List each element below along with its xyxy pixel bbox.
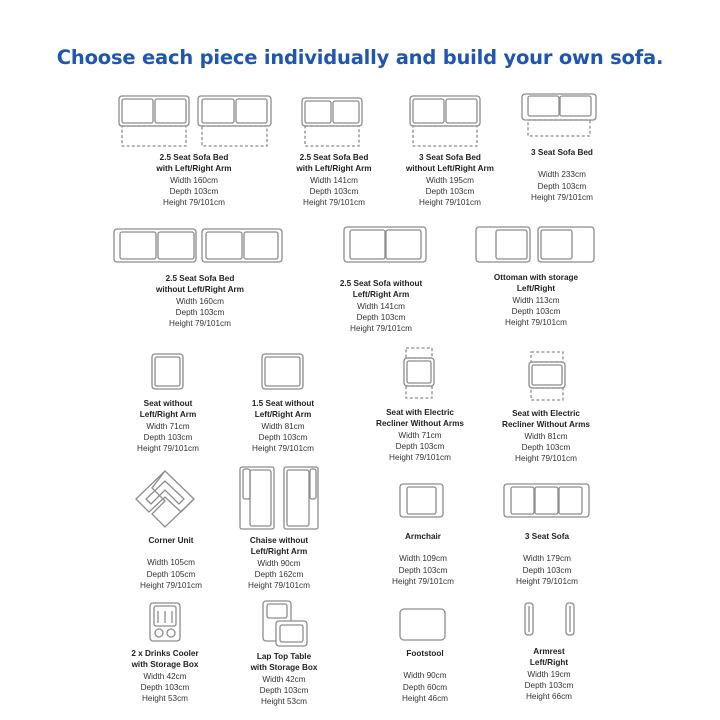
sofa-bed-with-arm-icon bbox=[300, 96, 366, 148]
product-depth: Depth 105cm bbox=[146, 569, 196, 579]
product-height: Height 79/101cm bbox=[350, 324, 412, 334]
product-height: Height 79/101cm bbox=[505, 318, 567, 328]
product-name: with Left/Right Arm bbox=[156, 164, 232, 174]
product-card bbox=[479, 646, 619, 702]
product-height: Height 79/101cm bbox=[531, 192, 593, 202]
sofa-bed-with-arms-pair-icon bbox=[118, 94, 274, 148]
product-name: 2.5 Seat Sofa Bed bbox=[299, 153, 369, 162]
product-name: 2.5 Seat Sofa Bed bbox=[165, 274, 235, 283]
product-name: Left/Right bbox=[516, 284, 556, 294]
product-card bbox=[350, 407, 490, 463]
product-name: without Left/Right Arm bbox=[156, 285, 244, 295]
product-depth: Depth 103cm bbox=[169, 186, 219, 196]
product-height: Height 79/101cm bbox=[248, 581, 310, 591]
drinks-cooler-icon bbox=[148, 601, 182, 643]
product-width: Width 42cm bbox=[143, 671, 187, 681]
product-card bbox=[353, 531, 493, 587]
product-height: Height 79/101cm bbox=[163, 198, 225, 208]
product-width: Width 71cm bbox=[398, 430, 442, 440]
product-height: Height 79/101cm bbox=[303, 198, 365, 208]
product-depth: Depth 103cm bbox=[140, 682, 190, 692]
product-name: with Storage Box bbox=[250, 663, 318, 673]
product-height: Height 79/101cm bbox=[515, 454, 577, 464]
product-name: 2 x Drinks Cooler bbox=[131, 649, 199, 658]
product-width: Width 141cm bbox=[310, 175, 358, 185]
corner-unit-icon bbox=[132, 468, 198, 530]
product-height: Height 79/101cm bbox=[169, 319, 231, 329]
product-name: Left/Right Arm bbox=[139, 410, 197, 420]
product-height: Height 79/101cm bbox=[392, 576, 454, 586]
product-depth: Depth 162cm bbox=[254, 569, 304, 579]
product-card bbox=[466, 272, 606, 328]
product-width: Width 42cm bbox=[262, 674, 306, 684]
product-depth: Depth 103cm bbox=[309, 186, 359, 196]
product-depth: Depth 103cm bbox=[258, 432, 308, 442]
product-name: 3 Seat Sofa Bed bbox=[419, 153, 481, 162]
product-depth: Depth 103cm bbox=[522, 565, 572, 575]
product-card bbox=[130, 273, 270, 329]
product-depth: Depth 103cm bbox=[395, 441, 445, 451]
sofa-bed-no-arms-icon bbox=[408, 94, 484, 148]
product-width: Width 113cm bbox=[512, 295, 560, 305]
product-height: Height 79/101cm bbox=[516, 576, 578, 586]
product-width: Width 195cm bbox=[426, 175, 474, 185]
product-name: 2.5 Seat Sofa Bed bbox=[159, 153, 229, 162]
product-height: Height 79/101cm bbox=[252, 444, 314, 454]
page-headline: Choose each piece individually and build your own sofa. bbox=[56, 46, 664, 69]
product-width: Width 90cm bbox=[257, 558, 301, 568]
product-name: Armchair bbox=[405, 532, 441, 541]
product-height: Height 79/101cm bbox=[137, 444, 199, 454]
armrest-pair-icon bbox=[522, 601, 578, 637]
product-depth: Depth 60cm bbox=[402, 682, 448, 692]
product-name: Recliner Without Arms bbox=[376, 419, 464, 429]
recliner-seat-icon bbox=[402, 346, 436, 400]
product-name: Chaise without bbox=[249, 536, 309, 545]
product-depth: Depth 103cm bbox=[259, 685, 309, 695]
recliner-seat-wide-icon bbox=[527, 350, 567, 402]
product-width: Width 71cm bbox=[146, 421, 190, 431]
product-card bbox=[124, 152, 264, 208]
product-width: Width 160cm bbox=[170, 175, 218, 185]
sofa-no-arms-icon bbox=[342, 224, 428, 266]
seat-one-half-no-arms-icon bbox=[260, 352, 306, 392]
product-card bbox=[492, 147, 632, 203]
product-name: Left/Right Arm bbox=[250, 547, 308, 557]
product-depth: Depth 103cm bbox=[521, 442, 571, 452]
product-depth: Depth 103cm bbox=[537, 181, 587, 191]
three-seat-sofa-bed-icon bbox=[520, 92, 600, 138]
product-name: Seat with Electric bbox=[512, 409, 580, 418]
product-height: Height 53cm bbox=[142, 694, 188, 704]
product-name: 1.5 Seat without bbox=[251, 399, 315, 408]
product-name: 2.5 Seat Sofa without bbox=[339, 279, 423, 288]
three-seat-sofa-icon bbox=[502, 482, 592, 520]
product-card bbox=[311, 278, 451, 334]
product-width: Width 90cm bbox=[403, 671, 447, 681]
footstool-icon bbox=[398, 607, 448, 643]
product-width: Width 233cm bbox=[538, 170, 586, 180]
seat-no-arms-icon bbox=[150, 352, 186, 392]
product-card bbox=[213, 398, 353, 454]
product-name: Seat without bbox=[143, 399, 193, 408]
product-name: Recliner Without Arms bbox=[502, 420, 590, 430]
product-card bbox=[477, 531, 617, 587]
product-height: Height 79/101cm bbox=[389, 453, 451, 463]
product-width: Width 81cm bbox=[261, 421, 305, 431]
product-depth: Depth 103cm bbox=[356, 312, 406, 322]
product-card bbox=[214, 651, 354, 707]
product-name: Lap Top Table bbox=[256, 652, 312, 661]
product-depth: Depth 103cm bbox=[398, 565, 448, 575]
product-name: Left/Right Arm bbox=[254, 410, 312, 420]
product-card bbox=[355, 648, 495, 704]
product-card bbox=[209, 535, 349, 591]
product-width: Width 105cm bbox=[147, 558, 195, 568]
product-name: with Storage Box bbox=[131, 660, 199, 670]
product-height: Height 79/101cm bbox=[419, 198, 481, 208]
product-name: Left/Right bbox=[529, 658, 569, 668]
product-height: Height 66cm bbox=[526, 692, 572, 702]
product-depth: Depth 103cm bbox=[524, 680, 574, 690]
product-name: 3 Seat Sofa Bed bbox=[531, 148, 593, 157]
product-depth: Depth 103cm bbox=[143, 432, 193, 442]
product-width: Width 109cm bbox=[399, 554, 447, 564]
product-depth: Depth 103cm bbox=[425, 186, 475, 196]
product-name: Ottoman with storage bbox=[493, 273, 579, 282]
product-name: without Left/Right Arm bbox=[406, 164, 494, 174]
product-name: Corner Unit bbox=[148, 536, 194, 545]
product-width: Width 179cm bbox=[523, 554, 571, 564]
product-name: Seat with Electric bbox=[386, 408, 454, 417]
product-width: Width 141cm bbox=[357, 301, 405, 311]
armchair-icon bbox=[398, 482, 446, 520]
product-name: with Left/Right Arm bbox=[296, 164, 372, 174]
product-card bbox=[476, 408, 616, 464]
product-width: Width 19cm bbox=[527, 669, 571, 679]
product-depth: Depth 103cm bbox=[511, 306, 561, 316]
product-name: Footstool bbox=[406, 649, 444, 658]
sofa-bed-no-arms-pair-icon bbox=[112, 226, 286, 266]
product-depth: Depth 103cm bbox=[175, 307, 225, 317]
product-width: Width 81cm bbox=[524, 431, 568, 441]
ottoman-storage-pair-icon bbox=[474, 224, 598, 266]
product-name: Left/Right Arm bbox=[352, 290, 410, 300]
product-height: Height 46cm bbox=[402, 693, 448, 703]
product-height: Height 79/101cm bbox=[140, 580, 202, 590]
product-name: Armrest bbox=[533, 647, 565, 656]
product-height: Height 53cm bbox=[261, 697, 307, 707]
laptop-table-icon bbox=[260, 599, 310, 649]
chaise-pair-icon bbox=[238, 465, 322, 531]
product-width: Width 160cm bbox=[176, 296, 224, 306]
product-name: 3 Seat Sofa bbox=[524, 532, 570, 541]
